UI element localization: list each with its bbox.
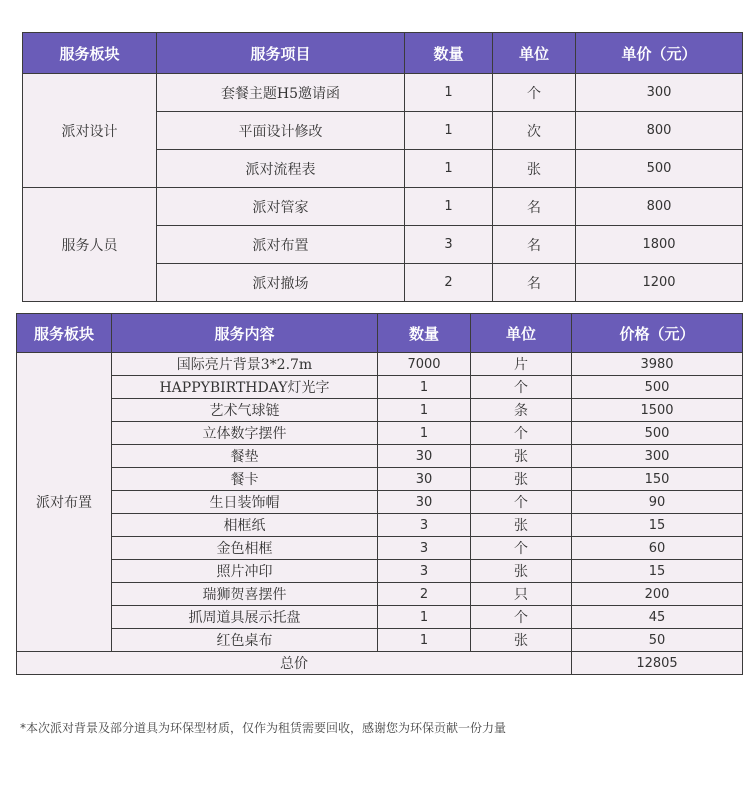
price-cell: 3980 — [572, 353, 743, 376]
price-cell: 1500 — [572, 399, 743, 422]
unit-cell: 个 — [493, 74, 576, 112]
unit-cell: 张 — [493, 150, 576, 188]
qty-cell: 1 — [378, 629, 471, 652]
qty-cell: 1 — [378, 399, 471, 422]
unit-cell: 张 — [471, 445, 572, 468]
unit-cell: 个 — [471, 422, 572, 445]
item-cell: 平面设计修改 — [157, 112, 405, 150]
qty-cell: 3 — [378, 537, 471, 560]
table-header-row — [17, 314, 743, 353]
table-row — [17, 376, 743, 399]
unit-cell: 名 — [493, 226, 576, 264]
unit-cell: 次 — [493, 112, 576, 150]
section-cell: 派对设计 — [23, 74, 157, 188]
price-cell: 15 — [572, 560, 743, 583]
footnote: *本次派对背景及部分道具为环保型材质，仅作为租赁需要回收，感谢您为环保贡献一份力量 — [20, 721, 507, 735]
col-header-item: 服务项目 — [157, 33, 405, 74]
qty-cell: 1 — [405, 150, 493, 188]
qty-cell: 30 — [378, 491, 471, 514]
col-header-qty: 数量 — [405, 33, 493, 74]
table-row — [17, 468, 743, 491]
item-cell: 瑞狮贺喜摆件 — [112, 583, 378, 606]
item-cell: 照片冲印 — [112, 560, 378, 583]
qty-cell: 2 — [378, 583, 471, 606]
price-cell: 1200 — [576, 264, 743, 302]
price-cell: 50 — [572, 629, 743, 652]
item-cell: 金色相框 — [112, 537, 378, 560]
table-row — [17, 445, 743, 468]
table-row — [17, 399, 743, 422]
item-cell: 派对流程表 — [157, 150, 405, 188]
unit-cell: 张 — [471, 514, 572, 537]
item-cell: 套餐主题H5邀请函 — [157, 74, 405, 112]
item-cell: 派对撤场 — [157, 264, 405, 302]
table-row — [17, 560, 743, 583]
qty-cell: 1 — [405, 112, 493, 150]
price-cell: 500 — [576, 150, 743, 188]
table-row — [17, 537, 743, 560]
price-cell: 200 — [572, 583, 743, 606]
service-table-1 — [22, 32, 743, 302]
total-row — [17, 652, 743, 675]
qty-cell: 30 — [378, 468, 471, 491]
item-cell: 派对管家 — [157, 188, 405, 226]
table-row — [17, 422, 743, 445]
price-cell: 60 — [572, 537, 743, 560]
unit-cell: 张 — [471, 629, 572, 652]
item-cell: 餐垫 — [112, 445, 378, 468]
qty-cell: 1 — [405, 188, 493, 226]
col-header-unit: 单位 — [471, 314, 572, 353]
section-cell: 服务人员 — [23, 188, 157, 302]
price-cell: 15 — [572, 514, 743, 537]
col-header-qty: 数量 — [378, 314, 471, 353]
col-header-section: 服务板块 — [17, 314, 112, 353]
item-cell: 相框纸 — [112, 514, 378, 537]
price-cell: 500 — [572, 376, 743, 399]
price-cell: 500 — [572, 422, 743, 445]
qty-cell: 3 — [378, 560, 471, 583]
unit-cell: 个 — [471, 376, 572, 399]
unit-cell: 名 — [493, 188, 576, 226]
qty-cell: 7000 — [378, 353, 471, 376]
qty-cell: 3 — [405, 226, 493, 264]
qty-cell: 3 — [378, 514, 471, 537]
item-cell: 派对布置 — [157, 226, 405, 264]
col-header-price: 单价（元） — [576, 33, 743, 74]
qty-cell: 2 — [405, 264, 493, 302]
qty-cell: 1 — [405, 74, 493, 112]
col-header-section: 服务板块 — [23, 33, 157, 74]
unit-cell: 个 — [471, 537, 572, 560]
unit-cell: 个 — [471, 606, 572, 629]
table-row — [17, 353, 743, 376]
unit-cell: 片 — [471, 353, 572, 376]
item-cell: 国际亮片背景3*2.7m — [112, 353, 378, 376]
total-label: 总价 — [17, 652, 572, 675]
qty-cell: 30 — [378, 445, 471, 468]
table-row — [23, 74, 743, 112]
price-cell: 90 — [572, 491, 743, 514]
unit-cell: 条 — [471, 399, 572, 422]
qty-cell: 1 — [378, 422, 471, 445]
price-cell: 45 — [572, 606, 743, 629]
unit-cell: 个 — [471, 491, 572, 514]
table-row — [17, 606, 743, 629]
table-row — [17, 514, 743, 537]
price-cell: 800 — [576, 188, 743, 226]
unit-cell: 名 — [493, 264, 576, 302]
table-row — [17, 491, 743, 514]
col-header-price: 价格（元） — [572, 314, 743, 353]
col-header-unit: 单位 — [493, 33, 576, 74]
price-cell: 150 — [572, 468, 743, 491]
unit-cell: 只 — [471, 583, 572, 606]
qty-cell: 1 — [378, 376, 471, 399]
service-table-2 — [16, 313, 743, 675]
price-cell: 800 — [576, 112, 743, 150]
table-row — [23, 188, 743, 226]
price-cell: 300 — [576, 74, 743, 112]
unit-cell: 张 — [471, 468, 572, 491]
table-row — [17, 583, 743, 606]
item-cell: 艺术气球链 — [112, 399, 378, 422]
table-row — [17, 629, 743, 652]
item-cell: 生日装饰帽 — [112, 491, 378, 514]
unit-cell: 张 — [471, 560, 572, 583]
col-header-content: 服务内容 — [112, 314, 378, 353]
item-cell: HAPPYBIRTHDAY灯光字 — [112, 376, 378, 399]
item-cell: 红色桌布 — [112, 629, 378, 652]
qty-cell: 1 — [378, 606, 471, 629]
price-cell: 300 — [572, 445, 743, 468]
item-cell: 抓周道具展示托盘 — [112, 606, 378, 629]
item-cell: 餐卡 — [112, 468, 378, 491]
item-cell: 立体数字摆件 — [112, 422, 378, 445]
table-header-row — [23, 33, 743, 74]
price-cell: 1800 — [576, 226, 743, 264]
total-value: 12805 — [572, 652, 743, 675]
section-cell: 派对布置 — [17, 353, 112, 652]
